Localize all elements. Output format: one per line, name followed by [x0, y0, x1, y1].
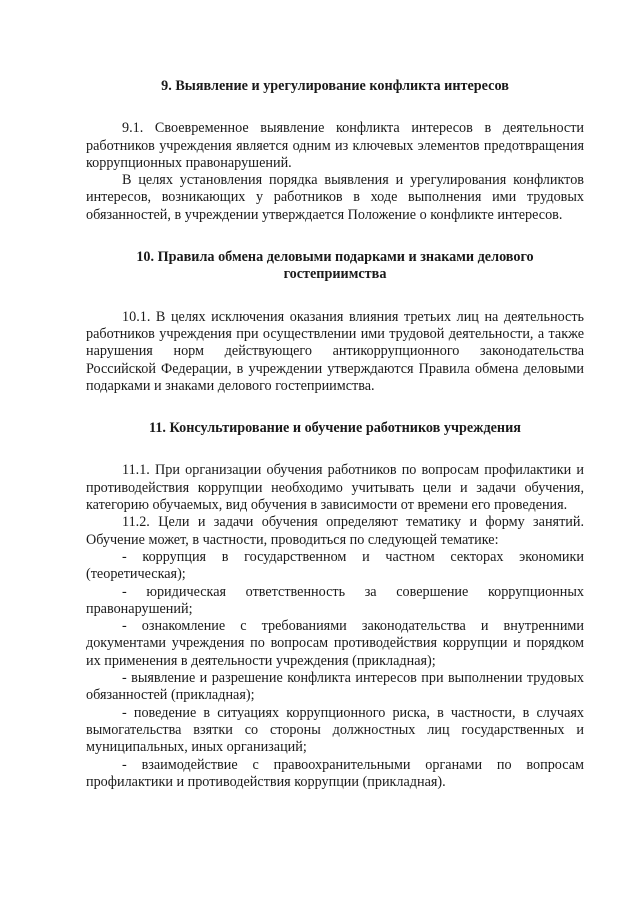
paragraph-9-2: В целях установления порядка выявления и урегулирования конфликтов интересов, возникающих у работников в ходе выполнения ими трудовых обязанностей, в учреждении утверждается Положение о конфликте интересов. — [86, 172, 584, 223]
section-10-heading — [86, 249, 584, 284]
page-content — [86, 78, 584, 791]
paragraph-10-1: 10.1. В целях исключения оказания влияния третьих лиц на деятельность работников учреждения при осуществлении ими трудовой деятельности, а также нарушения норм действующего антикоррупционного законодательства Российской Федерации, в учреждении утверждаются Правила обмена деловыми подарками и знаками делового гостеприимства. — [86, 308, 584, 394]
section-11-heading: 11. Консультирование и обучение работников учреждения — [149, 420, 521, 437]
list-item: - поведение в ситуациях коррупционного риска, в частности, в случаях вымогательства взятки со стороны должностных лиц государственных и муниципальных, иных организаций; — [86, 704, 584, 756]
paragraph-11-2: 11.2. Цели и задачи обучения определяют тематику и форму занятий. Обучение может, в частности, проводиться по следующей тематике: — [86, 514, 584, 548]
section-9-heading: 9. Выявление и урегулирование конфликта интересов — [161, 78, 509, 94]
list-item: - выявление и разрешение конфликта интересов при выполнении трудовых обязанностей (прикладная); — [86, 670, 584, 704]
section-10-heading-line1: 10. Правила обмена деловыми подарками и знаками делового — [136, 249, 534, 266]
list-item: - ознакомление с требованиями законодательства и внутренними документами учреждения по вопросам противодействия коррупции и порядком их применения в деятельности учреждения (прикладная); — [86, 618, 584, 669]
paragraph-9-1: 9.1. Своевременное выявление конфликта интересов в деятельности работников учреждения является одним из ключевых элементов предотвращения коррупционных правонарушений. — [86, 120, 584, 171]
list-item: - взаимодействие с правоохранительными органами по вопросам профилактики и противодействия коррупции (прикладная). — [86, 756, 584, 790]
section-10-heading-line2: гостеприимства — [283, 266, 387, 283]
list-item: - коррупция в государственном и частном секторах экономики (теоретическая); — [86, 548, 584, 583]
list-item: - юридическая ответственность за совершение коррупционных правонарушений; — [86, 583, 584, 617]
paragraph-11-1: 11.1. При организации обучения работников по вопросам профилактики и противодействия коррупции необходимо учитывать цели и задачи обучения, категорию обучаемых, вид обучения в зависимости от времени его проведения. — [86, 462, 584, 514]
